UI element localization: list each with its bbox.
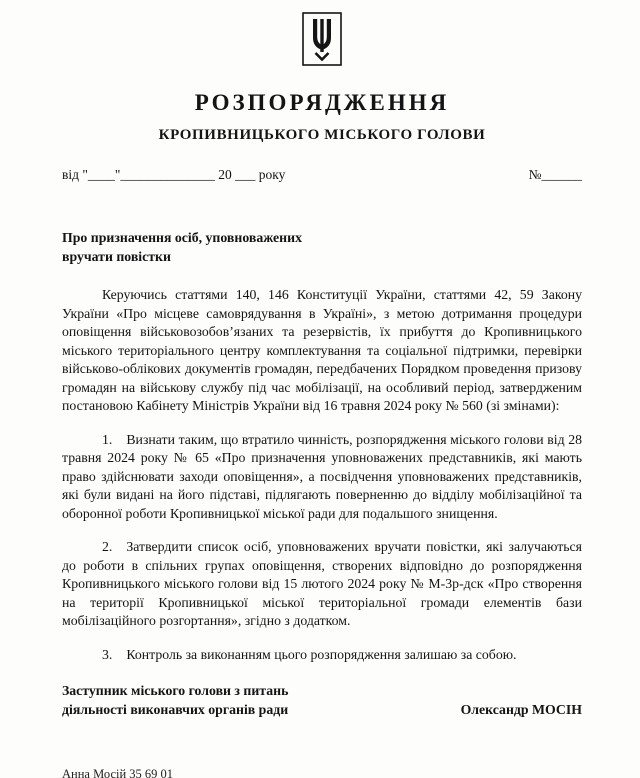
- item-number: 1.: [102, 431, 113, 447]
- signature-block: [62, 681, 582, 719]
- executor-footnote: Анна Мосій 35 69 01: [62, 767, 174, 778]
- paragraph-item-1: [62, 431, 582, 524]
- document-subtitle: КРОПИВНИЦЬКОГО МІСЬКОГО ГОЛОВИ: [158, 127, 486, 143]
- date-blank-line: від "____"______________ 20 ___ року: [62, 167, 286, 182]
- document-content: [0, 12, 640, 719]
- subject-heading: [62, 228, 582, 266]
- signer-position: [62, 681, 288, 719]
- paragraph-text: Керуючись статтями 140, 146 Конституції України, статтями 42, 59 Закону України «Про місцеве самоврядування в Україні», з метою дотримання процедури оповіщення військовозобов’язаних та резервістів, їх прибуття до Кропивницького міського територіального центру комплектування та соціальної підтримки, перевірки військово-облікових документів громадян, передбачених Порядком проведення призову громадян на військову службу під час мобілізації, на особливий період, затвердженим постановою Кабінету Міністрів України від 16 травня 2024 року № 560 (зі змінами):: [62, 287, 582, 413]
- paragraph-text: Контроль за виконанням цього розпорядження залишаю за собою.: [126, 646, 517, 662]
- signer-position-line-2: діяльності виконавчих органів ради: [62, 702, 289, 717]
- subject-line-1: Про призначення осіб, уповноважених: [62, 230, 302, 245]
- signer-position-line-1: Заступник міського голови з питань: [62, 683, 289, 698]
- paragraph-item-2: [62, 538, 582, 631]
- date-number-line: [62, 166, 582, 184]
- subject-line-2: вручати повістки: [62, 249, 171, 264]
- signer-name: Олександр МОСІН: [460, 702, 582, 717]
- item-number: 2.: [102, 539, 113, 554]
- ukraine-trident-emblem-icon: [302, 12, 342, 66]
- document-title: РОЗПОРЯДЖЕННЯ: [194, 90, 450, 115]
- paragraph-text: Затвердити список осіб, уповноважених вручати повістки, які залучаються до роботи в спільних групах оповіщення, створених відповідно до розпорядження Кропивницького міського голови від 15 лютого 2024 року № М-3р-дск «Про створення на території Кропивницької міської територіальної громади елементів бази мобілізаційного розгортання», згідно з додатком.: [62, 539, 582, 628]
- paragraph-preamble: [62, 286, 582, 416]
- document-number-blank: №______: [528, 167, 582, 182]
- paragraph-item-3: [62, 646, 582, 665]
- item-number: 3.: [102, 646, 113, 662]
- paragraph-text: Визнати таким, що втратило чинність, розпорядження міського голови від 28 травня 2024 року № 65 «Про призначення уповноважених представників, які мають право здійснювати заходи оповіщення», а посвідчення уповноважених представників, які були видані на його підставі, підлягають поверненню до відділу мобілізаційної та оборонної роботи Кропивницької міської ради для подальшого знищення.: [62, 431, 582, 521]
